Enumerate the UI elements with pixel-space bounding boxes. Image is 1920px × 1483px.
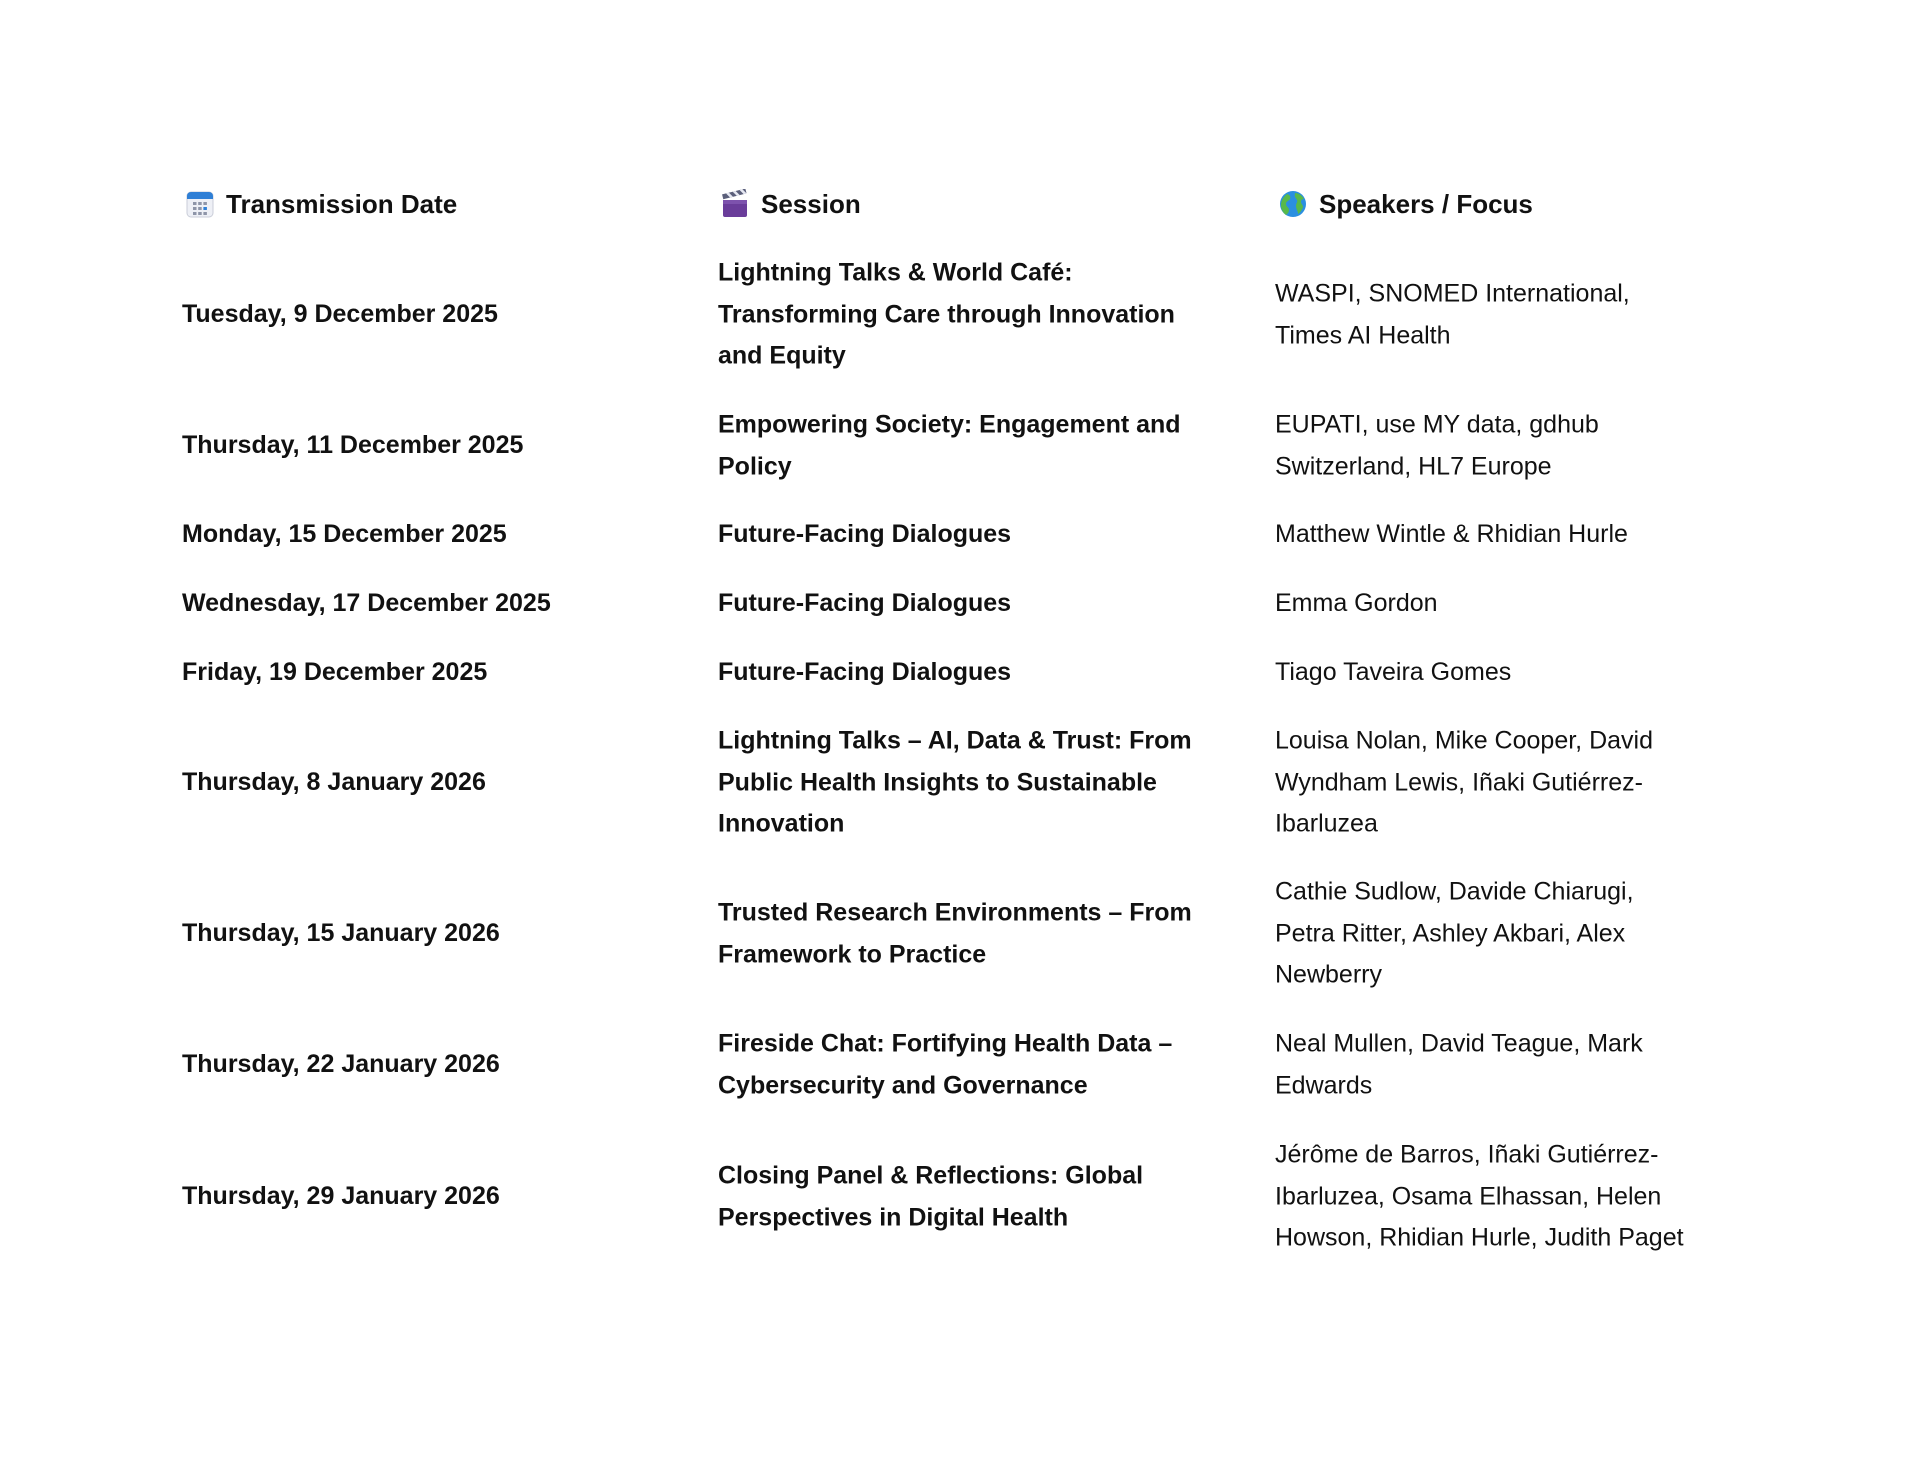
transmission-date: Thursday, 8 January 2026 — [182, 768, 486, 797]
header-transmission-date — [185, 187, 457, 221]
speakers-focus — [1275, 652, 1775, 694]
transmission-date: Thursday, 22 January 2026 — [182, 1050, 500, 1079]
speakers-line: Ibarluzea — [1275, 809, 1378, 838]
session-title — [718, 514, 1248, 556]
session-line: Cybersecurity and Governance — [718, 1071, 1088, 1099]
session-title — [718, 404, 1248, 487]
session-title — [718, 583, 1248, 625]
speakers-focus — [1275, 404, 1775, 487]
session-line: Future-Facing Dialogues — [718, 520, 1012, 549]
session-line: Transforming Care through Innovation — [718, 300, 1175, 329]
speakers-line: Neal Mullen, David Teague, Mark — [1275, 1029, 1643, 1058]
header-session — [720, 187, 861, 221]
session-line: Perspectives in Digital Health — [718, 1203, 1069, 1231]
session-line: Trusted Research Environments – From — [718, 898, 1192, 927]
header-label: Session — [761, 189, 861, 219]
session-title — [718, 652, 1248, 694]
speakers-line: Edwards — [1275, 1071, 1373, 1099]
speakers-focus — [1275, 1023, 1775, 1106]
session-line: Future-Facing Dialogues — [718, 658, 1012, 687]
clapper-board-icon — [720, 189, 750, 219]
speakers-focus — [1275, 872, 1775, 997]
speakers-focus — [1275, 1135, 1775, 1260]
speakers-line: Ibarluzea, Osama Elhassan, Helen — [1275, 1182, 1662, 1211]
header-label: Speakers / Focus — [1319, 189, 1533, 219]
speakers-line: Wyndham Lewis, Iñaki Gutiérrez- — [1275, 768, 1643, 797]
header-speakers-focus — [1278, 187, 1533, 221]
speakers-line: Times AI Health — [1275, 321, 1451, 349]
session-line: Policy — [718, 452, 792, 480]
speakers-line: WASPI, SNOMED International, — [1275, 279, 1630, 308]
transmission-date: Wednesday, 17 December 2025 — [182, 589, 551, 618]
session-line: Innovation — [718, 809, 845, 838]
session-line: Fireside Chat: Fortifying Health Data – — [718, 1029, 1173, 1058]
session-line: Lightning Talks & World Café: — [718, 258, 1073, 287]
speakers-line: EUPATI, use MY data, gdhub — [1275, 410, 1599, 439]
speakers-line: Petra Ritter, Ashley Akbari, Alex — [1275, 919, 1626, 948]
transmission-date: Friday, 19 December 2025 — [182, 658, 488, 687]
header-label: Transmission Date — [226, 189, 458, 219]
speakers-line: Cathie Sudlow, Davide Chiarugi, — [1275, 877, 1634, 906]
session-line: Closing Panel & Reflections: Global — [718, 1161, 1144, 1190]
session-line: Public Health Insights to Sustainable — [718, 768, 1157, 797]
session-title — [718, 1155, 1248, 1238]
speakers-line: Tiago Taveira Gomes — [1275, 658, 1512, 687]
calendar-icon — [185, 189, 215, 219]
transmission-date: Tuesday, 9 December 2025 — [182, 300, 498, 329]
speakers-focus — [1275, 721, 1775, 846]
speakers-line: Matthew Wintle & Rhidian Hurle — [1275, 520, 1628, 549]
globe-icon — [1278, 189, 1308, 219]
session-title — [718, 892, 1248, 975]
speakers-focus — [1275, 514, 1775, 556]
speakers-line: Emma Gordon — [1275, 589, 1438, 618]
speakers-line: Switzerland, HL7 Europe — [1275, 452, 1552, 480]
transmission-date: Thursday, 11 December 2025 — [182, 431, 524, 460]
transmission-date: Thursday, 29 January 2026 — [182, 1182, 500, 1211]
speakers-line: Newberry — [1275, 960, 1382, 989]
speakers-line: Jérôme de Barros, Iñaki Gutiérrez- — [1275, 1140, 1659, 1169]
speakers-line: Louisa Nolan, Mike Cooper, David — [1275, 726, 1653, 755]
transmission-date: Thursday, 15 January 2026 — [182, 919, 500, 948]
session-line: Framework to Practice — [718, 940, 987, 968]
session-line: Empowering Society: Engagement and — [718, 410, 1181, 439]
session-line: Lightning Talks – AI, Data & Trust: From — [718, 726, 1192, 755]
speakers-focus — [1275, 273, 1775, 356]
session-line: and Equity — [718, 341, 846, 370]
session-title — [718, 253, 1248, 378]
session-title — [718, 721, 1248, 846]
session-line: Future-Facing Dialogues — [718, 589, 1012, 618]
speakers-focus — [1275, 583, 1775, 625]
transmission-date: Monday, 15 December 2025 — [182, 520, 507, 549]
speakers-line: Howson, Rhidian Hurle, Judith Paget — [1275, 1223, 1684, 1252]
session-title — [718, 1023, 1248, 1106]
